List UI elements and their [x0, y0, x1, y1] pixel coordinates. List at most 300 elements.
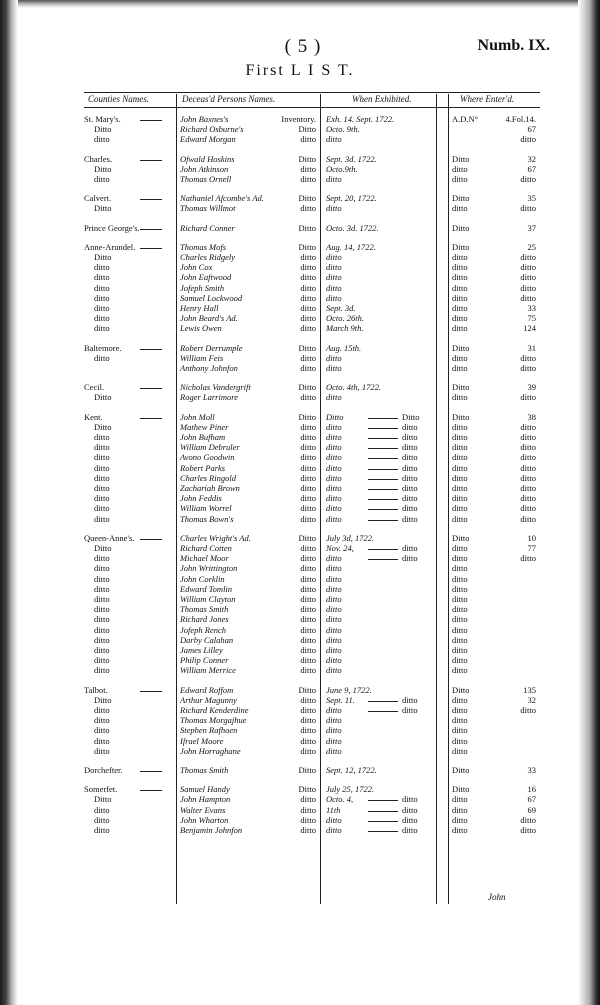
document-type: ditto: [300, 655, 316, 666]
folio-number: ditto: [520, 174, 536, 184]
document-type: Ditto: [298, 153, 316, 164]
county-name: ditto: [94, 472, 110, 483]
deceased-person-name: John Baxnes's: [180, 114, 229, 124]
when-exhibited: ditto: [326, 134, 342, 145]
county-name: ditto: [94, 272, 110, 283]
when-exhibited: ditto: [326, 735, 342, 746]
folio-number: 31: [527, 342, 536, 353]
document-type: ditto: [300, 174, 316, 184]
deceased-person-name: Thomas Ornell: [180, 174, 232, 184]
folio-number: ditto: [520, 352, 536, 363]
where-entered: A.D.N°: [452, 114, 479, 124]
county-dash: [140, 248, 162, 249]
where-entered: ditto: [452, 352, 468, 363]
when-exhibited: Octo. 4th, 1722.: [326, 382, 382, 393]
where-entered: ditto: [452, 174, 468, 184]
county-name: ditto: [94, 452, 110, 463]
county-name: ditto: [94, 503, 110, 514]
county-name: ditto: [94, 563, 110, 574]
where-entered: ditto: [452, 432, 468, 442]
document-type: Ditto: [298, 222, 316, 233]
county-dash: [140, 349, 162, 350]
when-exhibited: ditto: [326, 594, 342, 604]
county-name: Prince George's.: [84, 222, 140, 233]
where-entered: Ditto: [452, 784, 470, 795]
column-rule: [176, 94, 177, 904]
when-exhibited: ditto: [326, 352, 342, 363]
document-type: Ditto: [298, 784, 316, 795]
where-entered: Ditto: [452, 684, 470, 695]
county-name: ditto: [94, 604, 110, 615]
document-type: ditto: [300, 814, 316, 825]
county-name: Ditto: [94, 421, 112, 432]
document-type: ditto: [300, 745, 316, 756]
county-name: ditto: [94, 594, 110, 604]
deceased-person-name: Thomas Bown's: [180, 513, 234, 524]
county-name: ditto: [94, 174, 110, 184]
county-name: Ditto: [94, 794, 112, 805]
deceased-person-name: John Wharton: [180, 814, 229, 825]
county-name: ditto: [94, 323, 110, 334]
deceased-person-name: Edward Roffom: [180, 684, 234, 695]
ditto-dash: [368, 438, 398, 439]
county-name: ditto: [94, 715, 110, 726]
document-type: ditto: [300, 604, 316, 615]
when-exhibited: Sept. 3d. 1722.: [326, 153, 377, 164]
folio-number: ditto: [520, 452, 536, 463]
document-type: ditto: [300, 825, 316, 835]
when-exhibited: ditto: [326, 282, 342, 293]
deceased-person-name: John Eaftwood: [180, 272, 232, 283]
document-type: Ditto: [298, 382, 316, 393]
where-entered: ditto: [452, 655, 468, 666]
ditto-dash: [368, 811, 398, 812]
deceased-person-name: Anthony Johnfon: [180, 363, 238, 373]
county-name: Ditto: [94, 543, 112, 553]
folio-number: 77: [527, 543, 536, 553]
header-rule-top: [84, 92, 540, 93]
document-type: ditto: [300, 735, 316, 746]
deceased-person-name: Walter Evans: [180, 804, 226, 815]
county-name: Ditto: [94, 203, 112, 214]
ditto-dash: [368, 469, 398, 470]
where-entered: ditto: [452, 503, 468, 514]
where-entered: ditto: [452, 594, 468, 604]
document-type: ditto: [300, 543, 316, 553]
county-dash: [140, 199, 162, 200]
when-exhibited: ditto: [326, 665, 342, 676]
deceased-person-name: Nicholas Vandergrift: [180, 382, 251, 393]
county-name: Ditto: [94, 392, 112, 403]
column-rule: [436, 94, 437, 904]
county-dash: [140, 160, 162, 161]
folio-number: 25: [527, 241, 536, 252]
county-name: ditto: [94, 645, 110, 655]
folio-number: ditto: [520, 272, 536, 283]
where-entered: ditto: [452, 442, 468, 453]
folio-number: ditto: [520, 262, 536, 273]
folio-number: 10: [527, 532, 536, 543]
ditto-dash: [368, 821, 398, 822]
document-type: ditto: [300, 363, 316, 373]
when-exhibited: ditto: [326, 513, 342, 524]
county-name: ditto: [94, 665, 110, 676]
scan-edge-right: [578, 0, 600, 1005]
when-exhibited: ditto: [326, 363, 342, 373]
document-type: ditto: [300, 614, 316, 625]
county-name: ditto: [94, 624, 110, 635]
where-entered: ditto: [452, 262, 468, 273]
when-exhibited: ditto: [326, 421, 342, 432]
where-entered: ditto: [452, 483, 468, 493]
county-name: Charles.: [84, 153, 113, 164]
county-name: Ditto: [94, 252, 112, 262]
deceased-person-name: Robert Parks: [180, 462, 226, 473]
county-name: Somerfet.: [84, 784, 118, 795]
deceased-person-name: Henry Hall: [180, 303, 219, 313]
ditto-dash: [368, 831, 398, 832]
where-entered: ditto: [452, 493, 468, 504]
document-type: ditto: [300, 352, 316, 363]
when-exhibited-ditto: ditto: [402, 553, 418, 564]
deceased-person-name: Robert Derrumple: [180, 342, 243, 353]
when-exhibited: Ditto: [326, 411, 344, 422]
deceased-person-name: William Clayton: [180, 594, 236, 604]
when-exhibited: ditto: [326, 645, 342, 655]
folio-number: 32: [527, 153, 536, 164]
deceased-person-name: Philip Conner: [180, 655, 229, 666]
when-exhibited-ditto: ditto: [402, 432, 418, 442]
column-header-when: When Exhibited.: [352, 94, 412, 104]
folio-number: ditto: [520, 553, 536, 564]
where-entered: ditto: [452, 794, 468, 805]
ditto-dash: [368, 479, 398, 480]
when-exhibited-ditto: ditto: [402, 421, 418, 432]
deceased-person-name: Thomas Smith: [180, 765, 229, 775]
column-header-persons: Deceas'd Persons Names.: [182, 94, 276, 104]
when-exhibited-ditto: ditto: [402, 794, 418, 805]
document-type: Ditto: [298, 411, 316, 422]
where-entered: ditto: [452, 272, 468, 283]
when-exhibited: ditto: [326, 292, 342, 303]
when-exhibited: Octo. 4,: [326, 794, 354, 805]
folio-number: 37: [527, 222, 536, 233]
ditto-dash: [368, 489, 398, 490]
where-entered: ditto: [452, 323, 468, 334]
document-type: Inventory.: [281, 114, 316, 124]
deceased-person-name: Richard Jones: [180, 614, 229, 625]
where-entered: Ditto: [452, 382, 470, 393]
folio-number: ditto: [520, 421, 536, 432]
deceased-person-name: Richard Cotten: [180, 543, 232, 553]
when-exhibited: ditto: [326, 483, 342, 493]
where-entered: Ditto: [452, 411, 470, 422]
deceased-person-name: John Atkinson: [180, 163, 229, 174]
where-entered: ditto: [452, 303, 468, 313]
county-name: Talbot.: [84, 684, 108, 695]
county-name: ditto: [94, 655, 110, 666]
where-entered: ditto: [452, 553, 468, 564]
column-header-where: Where Enter'd.: [460, 94, 515, 104]
county-name: ditto: [94, 462, 110, 473]
when-exhibited-ditto: ditto: [402, 825, 418, 835]
where-entered: ditto: [452, 252, 468, 262]
county-name: ditto: [94, 262, 110, 273]
document-type: ditto: [300, 725, 316, 736]
folio-number: ditto: [520, 493, 536, 504]
document-type: ditto: [300, 323, 316, 334]
deceased-person-name: John Beard's Ad.: [180, 313, 238, 324]
deceased-person-name: Thomas Smith: [180, 604, 229, 615]
where-entered: ditto: [452, 363, 468, 373]
document-type: ditto: [300, 313, 316, 324]
when-exhibited-ditto: ditto: [402, 814, 418, 825]
folio-number: 67: [527, 124, 536, 135]
deceased-person-name: William Merrice: [180, 665, 236, 676]
when-exhibited: ditto: [326, 814, 342, 825]
deceased-person-name: Stephen Rafhoen: [180, 725, 238, 736]
ditto-dash: [368, 711, 398, 712]
when-exhibited: 11th: [326, 804, 341, 815]
county-name: Calvert.: [84, 193, 112, 204]
where-entered: ditto: [452, 313, 468, 324]
where-entered: ditto: [452, 604, 468, 615]
where-entered: ditto: [452, 513, 468, 524]
document-type: ditto: [300, 262, 316, 273]
folio-number: ditto: [520, 363, 536, 373]
county-dash: [140, 120, 162, 121]
when-exhibited: ditto: [326, 715, 342, 726]
when-exhibited-ditto: ditto: [402, 694, 418, 705]
list-number: Numb. IX.: [477, 37, 550, 54]
folio-number: ditto: [520, 705, 536, 715]
document-type: Ditto: [298, 124, 316, 135]
when-exhibited-ditto: ditto: [402, 483, 418, 493]
page-number: ( 5 ): [284, 36, 322, 57]
when-exhibited: March 9th.: [326, 323, 364, 334]
document-type: ditto: [300, 715, 316, 726]
where-entered: ditto: [452, 804, 468, 815]
where-entered: Ditto: [452, 532, 470, 543]
county-name: ditto: [94, 483, 110, 493]
where-entered: ditto: [452, 203, 468, 214]
deceased-person-name: Zachariah Brown: [180, 483, 240, 493]
document-type: ditto: [300, 282, 316, 293]
county-name: Ditto: [94, 163, 112, 174]
when-exhibited: ditto: [326, 745, 342, 756]
folio-number: 32: [527, 694, 536, 705]
when-exhibited: ditto: [326, 472, 342, 483]
when-exhibited: Nov. 24,: [326, 543, 354, 553]
when-exhibited-ditto: ditto: [402, 503, 418, 514]
where-entered: ditto: [452, 814, 468, 825]
deceased-person-name: Michael Moor: [180, 553, 229, 564]
deceased-person-name: Edward Morgan: [180, 134, 236, 145]
folio-number: ditto: [520, 292, 536, 303]
where-entered: Ditto: [452, 153, 470, 164]
folio-number: ditto: [520, 442, 536, 453]
where-entered: ditto: [452, 462, 468, 473]
deceased-person-name: Roger Larrimore: [180, 392, 239, 403]
document-type: ditto: [300, 503, 316, 514]
folio-number: 35: [527, 193, 536, 204]
folio-number: 75: [527, 313, 536, 324]
document-type: ditto: [300, 452, 316, 463]
deceased-person-name: Charles Ringold: [180, 472, 236, 483]
when-exhibited: Sept. 20, 1722.: [326, 193, 377, 204]
deceased-person-name: Lewis Owen: [180, 323, 222, 334]
folio-number: ditto: [520, 472, 536, 483]
where-entered: ditto: [452, 543, 468, 553]
ditto-dash: [368, 520, 398, 521]
county-dash: [140, 790, 162, 791]
folio-number: ditto: [520, 392, 536, 403]
when-exhibited: ditto: [326, 624, 342, 635]
where-entered: ditto: [452, 472, 468, 483]
where-entered: ditto: [452, 573, 468, 584]
deceased-person-name: William Feis: [180, 352, 224, 363]
county-name: ditto: [94, 735, 110, 746]
when-exhibited-ditto: ditto: [402, 462, 418, 473]
when-exhibited-ditto: Ditto: [402, 411, 420, 422]
catchword: John: [488, 892, 506, 902]
where-entered: ditto: [452, 624, 468, 635]
document-type: Ditto: [298, 241, 316, 252]
county-name: ditto: [94, 725, 110, 736]
deceased-person-name: John Horraghane: [180, 745, 241, 756]
document-type: ditto: [300, 432, 316, 442]
deceased-person-name: John Feddis: [180, 493, 222, 504]
deceased-person-name: John Cox: [180, 262, 213, 273]
document-type: ditto: [300, 705, 316, 715]
document-type: ditto: [300, 134, 316, 145]
county-name: ditto: [94, 442, 110, 453]
ditto-dash: [368, 549, 398, 550]
when-exhibited: Octo. 26th.: [326, 313, 365, 324]
county-dash: [140, 771, 162, 772]
document-type: ditto: [300, 804, 316, 815]
column-rule: [448, 94, 449, 904]
document-type: ditto: [300, 462, 316, 473]
when-exhibited: Octo. 3d. 1722.: [326, 222, 379, 233]
document-type: ditto: [300, 794, 316, 805]
when-exhibited: Sept. 3d.: [326, 303, 356, 313]
county-name: St. Mary's.: [84, 114, 121, 124]
deceased-person-name: Thomas Willmot: [180, 203, 236, 214]
when-exhibited: ditto: [326, 614, 342, 625]
deceased-person-name: Ofwald Hoskins: [180, 153, 235, 164]
when-exhibited: July 3d, 1722.: [326, 532, 375, 543]
county-name: Anne-Arundel.: [84, 241, 136, 252]
ditto-dash: [368, 559, 398, 560]
where-entered: ditto: [452, 715, 468, 726]
county-dash: [140, 388, 162, 389]
when-exhibited: ditto: [326, 392, 342, 403]
when-exhibited: ditto: [326, 432, 342, 442]
county-name: Dorchefter.: [84, 765, 123, 775]
folio-number: 67: [527, 163, 536, 174]
when-exhibited: June 9, 1722.: [326, 684, 372, 695]
county-dash: [140, 539, 162, 540]
scan-edge-top: [18, 0, 600, 8]
where-entered: ditto: [452, 392, 468, 403]
document-type: ditto: [300, 303, 316, 313]
ditto-dash: [368, 418, 398, 419]
when-exhibited: ditto: [326, 705, 342, 715]
document-type: ditto: [300, 624, 316, 635]
when-exhibited: ditto: [326, 252, 342, 262]
column-header-counties: Counties Names.: [88, 94, 150, 104]
folio-number: 16: [527, 784, 536, 795]
when-exhibited-ditto: ditto: [402, 513, 418, 524]
deceased-person-name: Benjamin Johnfon: [180, 825, 243, 835]
county-name: ditto: [94, 825, 110, 835]
when-exhibited: Octo. 9th.: [326, 124, 360, 135]
when-exhibited: ditto: [326, 503, 342, 514]
when-exhibited: ditto: [326, 174, 342, 184]
deceased-person-name: Nathaniel Afcombe's Ad.: [180, 193, 264, 204]
document-type: ditto: [300, 513, 316, 524]
county-name: ditto: [94, 292, 110, 303]
document-type: Ditto: [298, 684, 316, 695]
when-exhibited: ditto: [326, 272, 342, 283]
when-exhibited: Aug. 15th.: [326, 342, 362, 353]
when-exhibited: July 25, 1722.: [326, 784, 375, 795]
when-exhibited: Octo.9th.: [326, 163, 358, 174]
ditto-dash: [368, 448, 398, 449]
document-type: Ditto: [298, 532, 316, 543]
where-entered: ditto: [452, 292, 468, 303]
folio-number: ditto: [520, 432, 536, 442]
deceased-person-name: Richard Conner: [180, 222, 235, 233]
document-type: ditto: [300, 421, 316, 432]
document-type: ditto: [300, 292, 316, 303]
when-exhibited: Aug. 14, 1722.: [326, 241, 376, 252]
where-entered: ditto: [452, 745, 468, 756]
deceased-person-name: Samuel Handy: [180, 784, 230, 795]
county-dash: [140, 418, 162, 419]
when-exhibited: ditto: [326, 825, 342, 835]
when-exhibited-ditto: ditto: [402, 493, 418, 504]
document-type: ditto: [300, 472, 316, 483]
document-type: ditto: [300, 493, 316, 504]
where-entered: ditto: [452, 583, 468, 594]
county-name: ditto: [94, 745, 110, 756]
deceased-person-name: Charles Wright's Ad.: [180, 532, 251, 543]
when-exhibited: ditto: [326, 604, 342, 615]
document-type: ditto: [300, 563, 316, 574]
folio-number: ditto: [520, 513, 536, 524]
county-name: Baltemore.: [84, 342, 122, 353]
document-type: ditto: [300, 573, 316, 584]
when-exhibited: ditto: [326, 442, 342, 453]
folio-number: ditto: [520, 825, 536, 835]
document-type: ditto: [300, 583, 316, 594]
where-entered: ditto: [452, 163, 468, 174]
when-exhibited-ditto: ditto: [402, 705, 418, 715]
county-name: ditto: [94, 282, 110, 293]
deceased-person-name: James Lilley: [180, 645, 223, 655]
where-entered: ditto: [452, 825, 468, 835]
county-name: ditto: [94, 804, 110, 815]
where-entered: ditto: [452, 665, 468, 676]
list-title: First L I S T.: [245, 62, 355, 79]
county-name: Kent.: [84, 411, 103, 422]
folio-number: ditto: [520, 203, 536, 214]
when-exhibited-ditto: ditto: [402, 543, 418, 553]
deceased-person-name: Thomas Morgajhue: [180, 715, 247, 726]
where-entered: ditto: [452, 563, 468, 574]
